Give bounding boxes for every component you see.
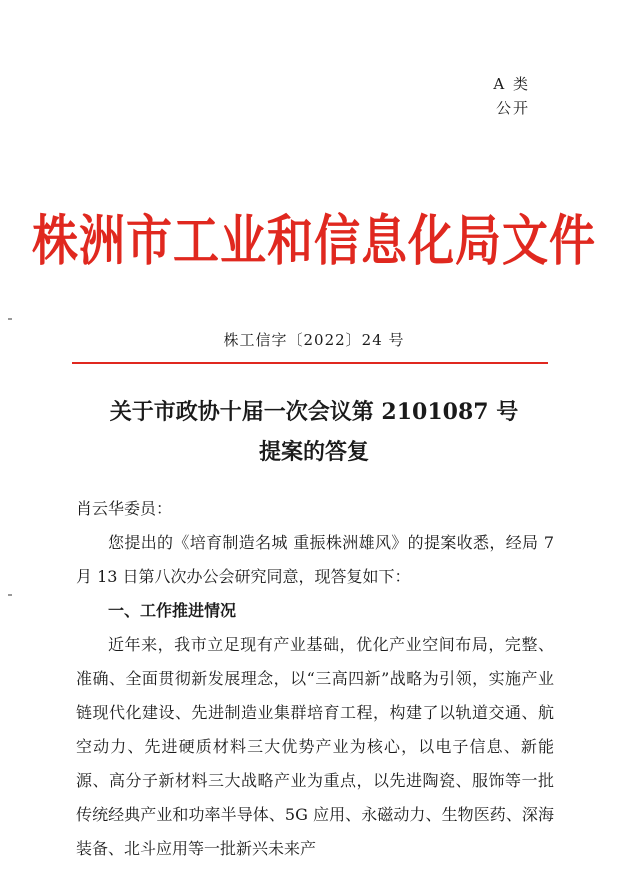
salutation: 肖云华委员： [76, 499, 173, 518]
body-paragraph: 您提出的《培育制造名城 重振株洲雄风》的提案收悉，经局 7 月 13 日第八次办公会研究同意，现答复如下： [76, 533, 554, 586]
document-number: 株工信字〔2022〕24 号 [223, 331, 405, 349]
section-heading: 一、工作推进情况 [108, 601, 237, 620]
body-paragraph: 近年来，我市立足现有产业基础，优化产业空间布局，完整、准确、全面贯彻新发展理念，以“三高四新”战略为引领，实施产业链现代化建设、先进制造业集群培育工程，构建了以轨道交通、航空动力、先进硬质材料三大优势产业为核心，以电子信息、新能源、高分子新材料三大战略产业为重点，以先进陶瓷、服饰等一批传统经典产业和功率半导体、5G 应用、永磁动力、生物医药、深海装备、北斗应用等一批新兴未来产 [76, 635, 554, 858]
scan-mark [8, 318, 12, 320]
scan-mark [8, 594, 12, 596]
title-line-2: 提案的答复 [258, 439, 369, 465]
classification-level: A 类 [493, 75, 530, 93]
disclosure-status: 公开 [495, 99, 530, 117]
document-body [76, 492, 554, 866]
document-header-title: 株洲市工业和信息化局文件 [32, 208, 596, 273]
classification-block [493, 72, 530, 120]
document-title [0, 392, 628, 472]
header-divider [72, 362, 548, 364]
title-line-1: 关于市政协十届一次会议第 2101087 号 [109, 399, 519, 425]
